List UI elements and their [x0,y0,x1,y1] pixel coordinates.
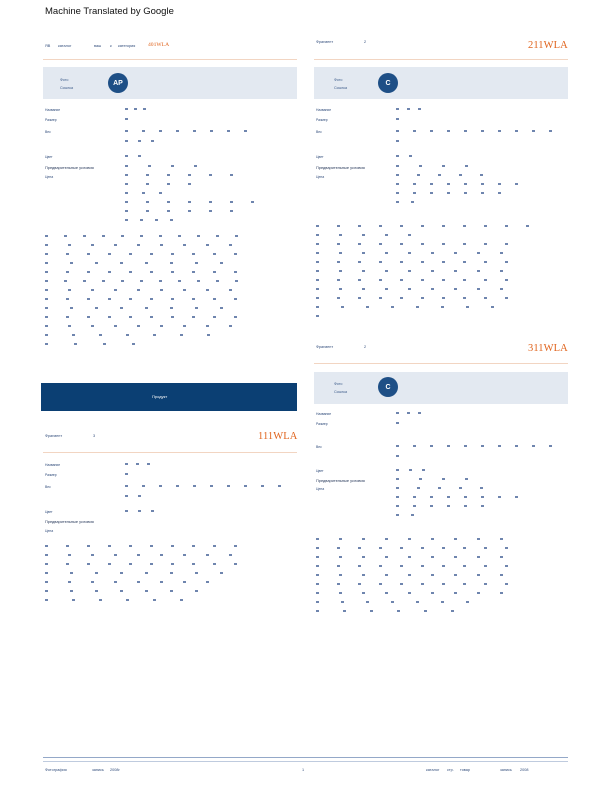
left-bottom-field-4: Цвет [45,510,53,514]
page-number: 1 [302,768,305,772]
footer-right-5: 2008 [520,768,529,772]
footer-right-3: товар [460,768,471,772]
right-top-photo-band [314,67,568,99]
left-header-mid-1: каталог [58,44,72,48]
right-top-header-label: Фрагмент [316,40,334,44]
right-mid-field-values [396,412,566,527]
right-mid-conditions-sub: Цена [316,487,325,491]
footer-left-1: Фотография [45,768,67,772]
left-bottom-divider [43,452,297,453]
left-conditions-sub: Цена [45,175,54,179]
left-bottom-header-num: 3 [93,434,96,438]
left-field-2: Размер [45,118,57,122]
left-header-mid-2: ваш [94,44,102,48]
right-top-field-2: Размер [316,118,328,122]
left-field-4: Цвет [45,155,53,159]
right-top-divider [314,59,568,60]
product-section-bar-label: Продукт [152,394,168,399]
right-top-field-values [396,108,566,213]
left-top-divider [43,59,297,60]
right-top-conditions-sub: Цена [316,175,325,179]
right-mid-paragraph [316,538,566,623]
left-bottom-field-3: Вес [45,485,51,489]
footer-top-line-2 [43,761,568,762]
right-top-product-code: 211WLA [528,40,568,51]
right-mid-conditions-title: Предварительные условия [316,478,365,483]
right-top-conditions-title: Предварительные условия [316,165,365,170]
right-top-field-3: Вес [316,130,322,134]
footer-right-4: запись [500,768,512,772]
left-conditions-title: Предварительные условия [45,165,94,170]
right-mid-field-2: Размер [316,422,328,426]
right-mid-header-num: 2 [364,345,367,349]
right-band-label-1: Фото [334,78,343,82]
left-top-logo-icon: AP [108,73,128,93]
machine-translated-banner: Machine Translated by Google [45,6,174,17]
right-mid-field-4: Цвет [316,469,324,473]
left-field-3: Вес [45,130,51,134]
right-top-field-1: Название [316,108,332,112]
right-band-label-2: Ссылка [334,86,348,90]
right-mid-header-label: Фрагмент [316,345,334,349]
right-top-header-num: 2 [364,40,367,44]
right-top-paragraph [316,225,566,320]
right-mid-field-1: Название [316,412,332,416]
left-top-paragraph [45,235,295,355]
right-mid-product-code: 311WLA [528,343,568,354]
left-bottom-field-2: Размер [45,473,57,477]
footer-top-line [43,757,568,758]
left-top-field-values [125,108,295,228]
right-mid-band-label-1: Фото [334,382,343,386]
left-field-1: Название [45,108,61,112]
left-bottom-header-label: Фрагмент [45,434,63,438]
left-top-photo-band [43,67,297,99]
left-bottom-conditions-sub: Цена [45,529,54,533]
right-mid-logo-icon: C [378,377,398,397]
left-band-label-2: Ссылка [60,86,74,90]
right-top-logo-icon: C [378,73,398,93]
right-mid-band-label-2: Ссылка [334,390,348,394]
left-bottom-paragraph [45,545,295,625]
footer-left-2: запись [92,768,104,772]
left-bottom-field-1: Название [45,463,61,467]
product-section-bar [41,383,297,411]
footer-right-2: стр. [447,768,454,772]
left-band-label-1: Фото [60,78,69,82]
right-mid-photo-band [314,372,568,404]
footer-left-3: 2008г [110,768,120,772]
left-bottom-product-code: 111WLA [258,431,298,442]
left-bottom-conditions-title: Предварительные условия [45,519,94,524]
left-product-code: 401WLA [148,42,170,48]
left-header-mid-4: категория [118,44,136,48]
left-header-mid-3: к [110,44,112,48]
right-mid-field-3: Вес [316,445,322,449]
right-top-field-4: Цвет [316,155,324,159]
right-mid-divider [314,363,568,364]
left-header-prefix: ЯВ [45,44,51,48]
left-bottom-field-values [125,463,295,523]
footer-right-1: каталог [426,768,440,772]
